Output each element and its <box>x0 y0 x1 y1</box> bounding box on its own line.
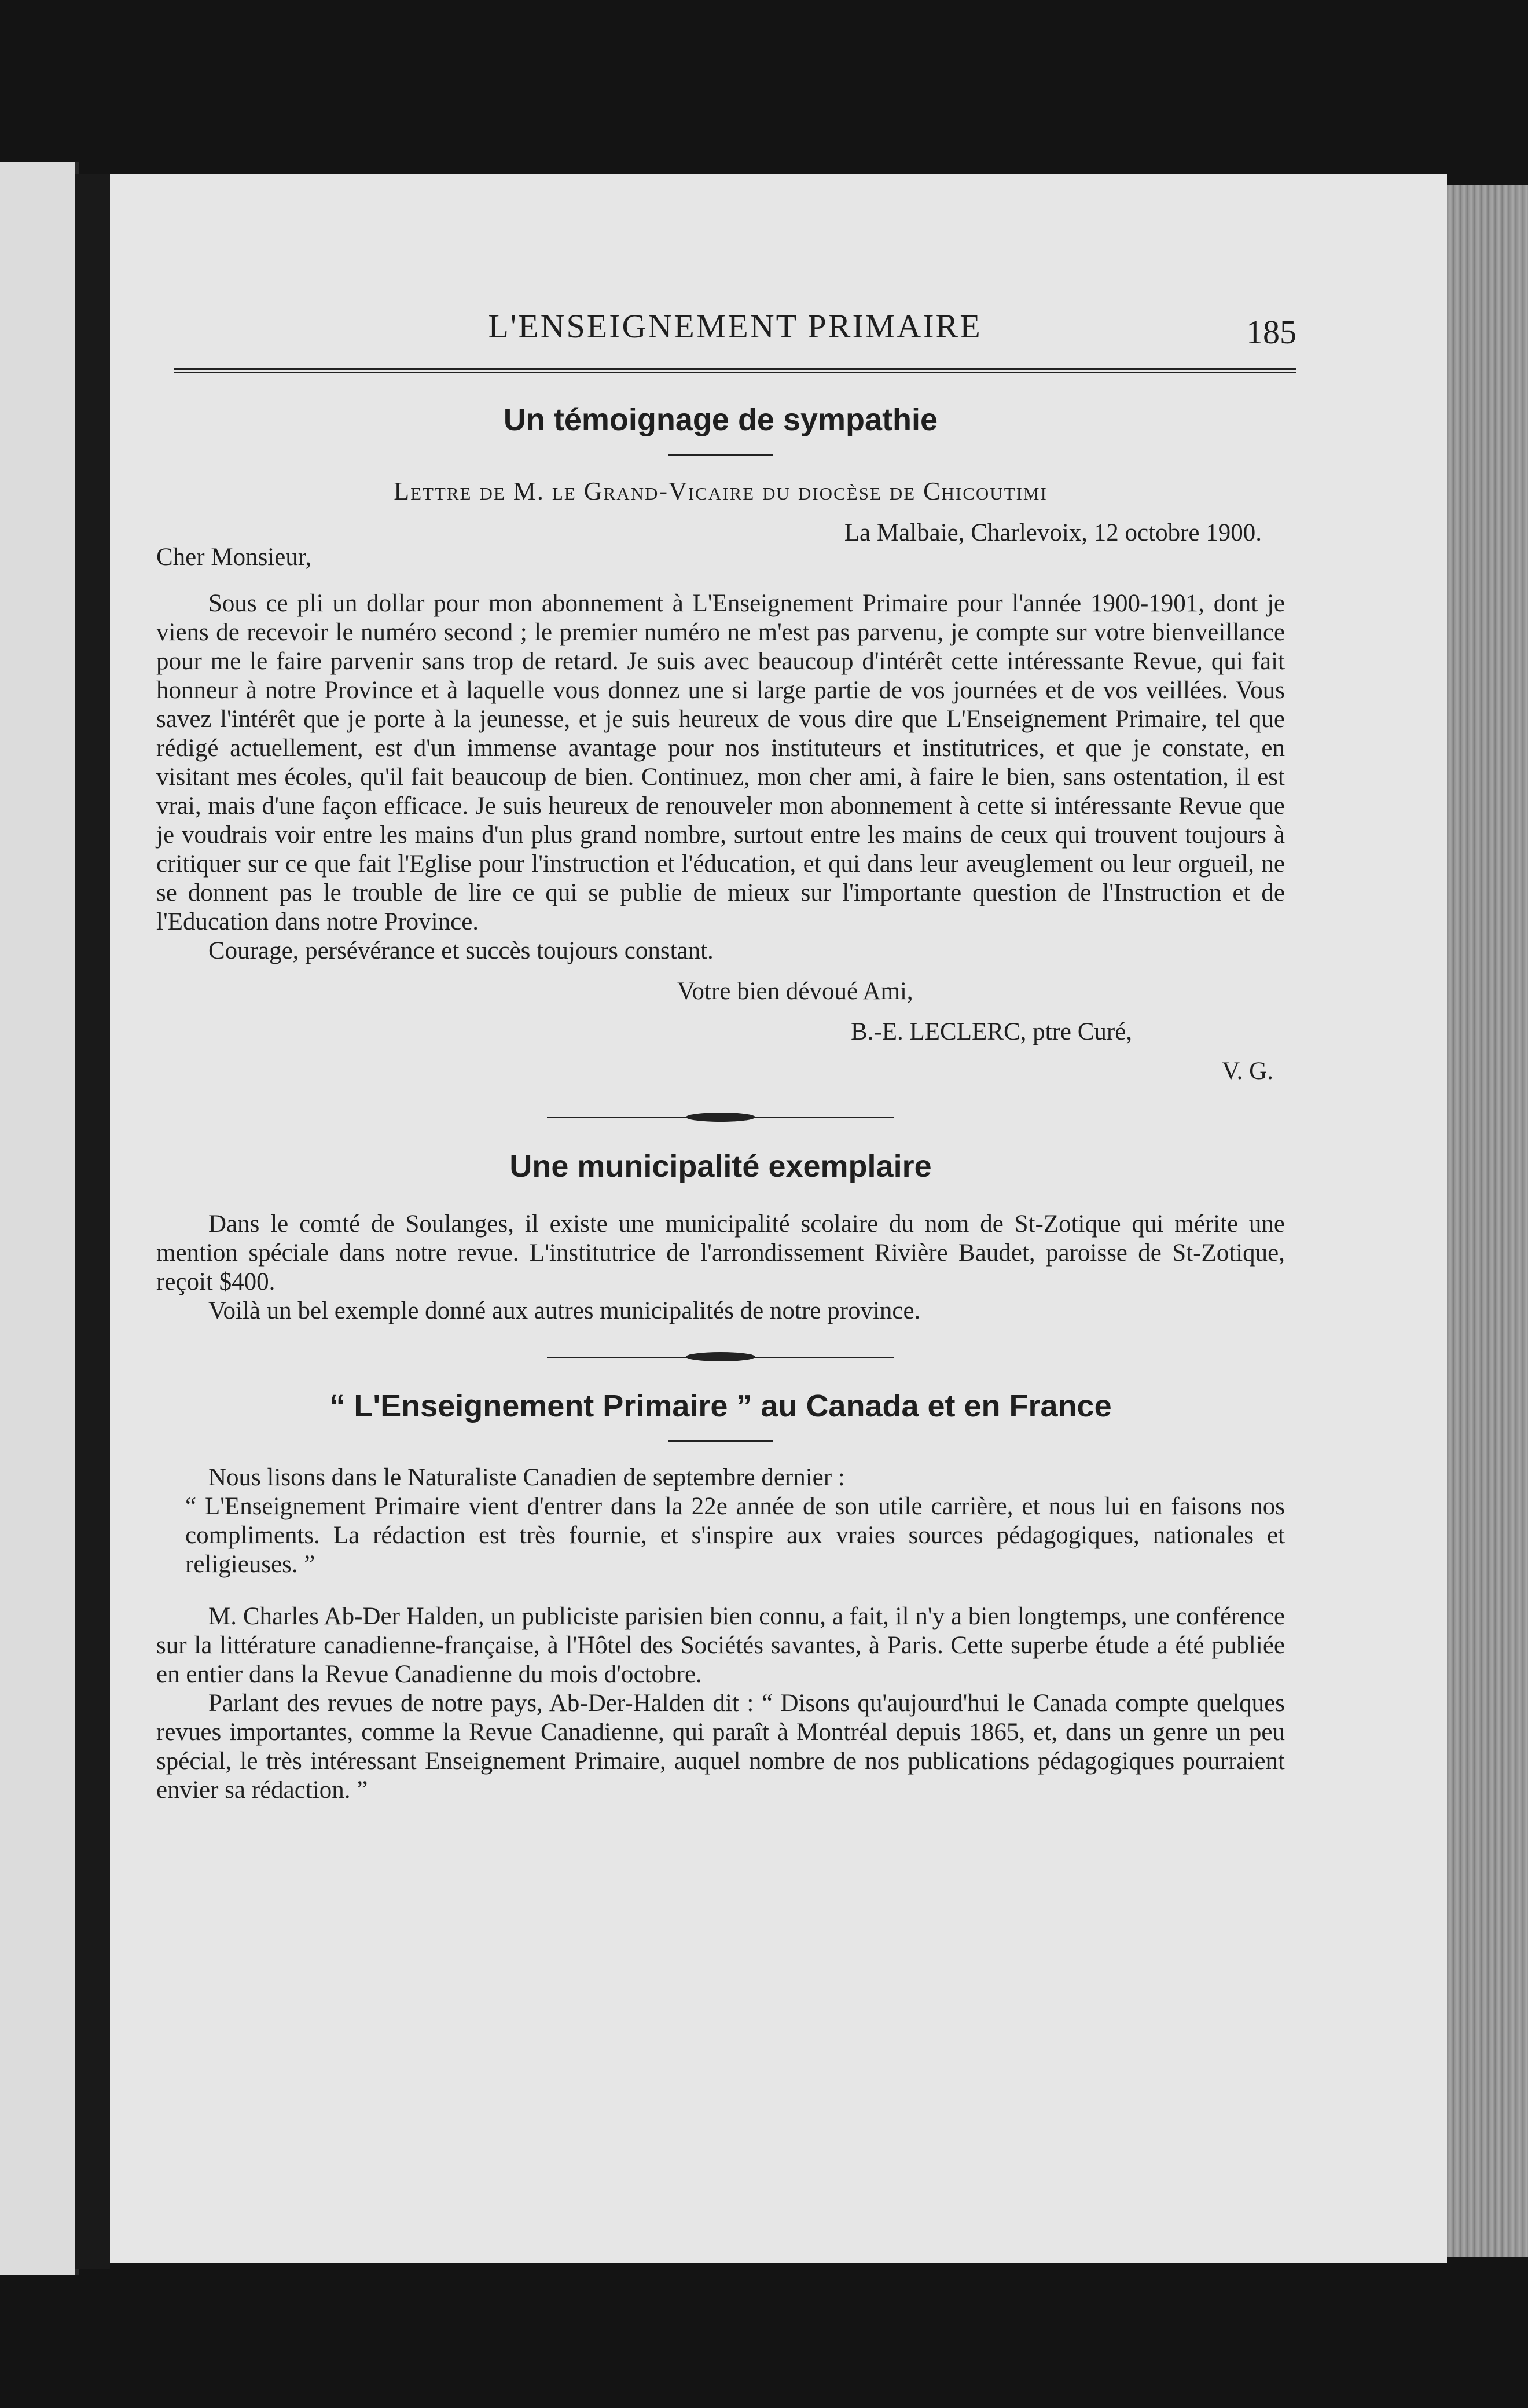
letter-subtitle: Lettre de M. le Grand-Vicaire du diocèse de Chicoutimi <box>394 477 1048 505</box>
municipalite-body: Dans le comté de Soulanges, il existe une municipalité scolaire du nom de St-Zotique qui mérite une mention spéciale dans notre revue. L'institutrice de l'arrondissement Rivière Baudet, paroisse de St-Zotique, reçoit $400. <box>156 1210 1285 1295</box>
canada-intro: Nous lisons dans le Naturaliste Canadien de septembre dernier : <box>208 1464 845 1491</box>
running-head: L'ENSEIGNEMENT PRIMAIRE <box>488 307 982 345</box>
title-rule-3 <box>668 1440 773 1442</box>
section-title-municipalite: Une municipalité exemplaire <box>509 1149 932 1184</box>
page-content <box>156 402 1285 1805</box>
canada-para-1: M. Charles Ab-Der Halden, un publiciste parisien bien connu, a fait, il n'y a bien longtemps, une conférence sur la littérature canadienne-française, à l'Hôtel des Sociétés savantes, à Paris. Cette superbe étude a été publiée en entier dans la Revue Canadienne du mois d'octobre. <box>156 1603 1285 1688</box>
section-ornament <box>547 1109 894 1126</box>
letter-dateline: La Malbaie, Charlevoix, 12 octobre 1900. <box>844 519 1262 546</box>
canada-para-2: Parlant des revues de notre pays, Ab-Der-Halden dit : “ Disons qu'aujourd'hui le Canada compte quelques revues importantes, comme la Revue Canadienne, qui paraît à Montréal depuis 1865, et, dans un genre un peu spécial, le très intéressant Enseignement Primaire, auquel nombre de nos publications pédagogiques pourraient envier sa rédaction. ” <box>156 1690 1285 1804</box>
facing-page-edge <box>0 162 79 2275</box>
letter-closing: Votre bien dévoué Ami, <box>677 978 913 1005</box>
letter-courage: Courage, persévérance et succès toujours constant. <box>208 937 714 964</box>
section-title-sympathie: Un témoignage de sympathie <box>503 402 938 437</box>
municipalite-body-2: Voilà un bel exemple donné aux autres municipalités de notre province. <box>208 1297 921 1324</box>
letter-body: Sous ce pli un dollar pour mon abonnement à L'Enseignement Primaire pour l'année 1900-1901, dont je viens de recevoir le numéro second ; le premier numéro ne m'est pas parvenu, je compte sur votre bienveillance pour me le faire parvenir sans trop de retard. Je suis avec beaucoup d'intérêt cette intéressante Revue, qui fait honneur à notre Province et à laquelle vous donnez une si large partie de vos journées et de vos veillées. Vous savez l'intérêt que je porte à la jeunesse, et je suis heureux de vous dire que L'Enseignement Primaire, tel que rédigé actuellement, est d'un immense avantage pour nos instituteurs et institutrices, et que je constate, en visitant mes écoles, qu'il fait beaucoup de bien. Continuez, mon cher ami, à faire le bien, sans ostentation, il est vrai, mais d'une façon efficace. Je suis heureux de renouveler mon abonnement à cette si intéressante Revue que je voudrais voir entre les mains d'un plus grand nombre, surtout entre les mains de ceux qui trouvent toujours à critiquer sur ce que fait l'Eglise pour l'instruction et l'éducation, et qui dans leur aveuglement ou leur orgueil, ne se donnent pas le trouble de lire ce qui se publie de mieux sur l'importante question de l'Instruction et de l'Education dans notre Province. <box>156 590 1285 935</box>
page-header <box>174 307 1296 370</box>
title-rule <box>668 454 773 456</box>
header-rule <box>174 368 1296 373</box>
letter-salutation: Cher Monsieur, <box>156 544 312 571</box>
page-number: 185 <box>1246 313 1296 351</box>
canada-quote: “ L'Enseignement Primaire vient d'entrer dans la 22e année de son utile carrière, et nous lui en faisons nos compliments. La rédaction est très fournie, et s'inspire aux vraies sources pédagogiques, nationales et religieuses. ” <box>185 1493 1285 1578</box>
letter-signature: B.-E. LECLERC, ptre Curé, <box>851 1018 1133 1045</box>
book-gutter <box>75 174 110 2269</box>
letter-vg: V. G. <box>1222 1058 1273 1085</box>
section-title-canada-france: “ L'Enseignement Primaire ” au Canada et en France <box>329 1389 1112 1423</box>
section-ornament-2 <box>547 1349 894 1366</box>
page-stack-edge <box>1447 185 1528 2258</box>
book-page <box>110 174 1447 2263</box>
